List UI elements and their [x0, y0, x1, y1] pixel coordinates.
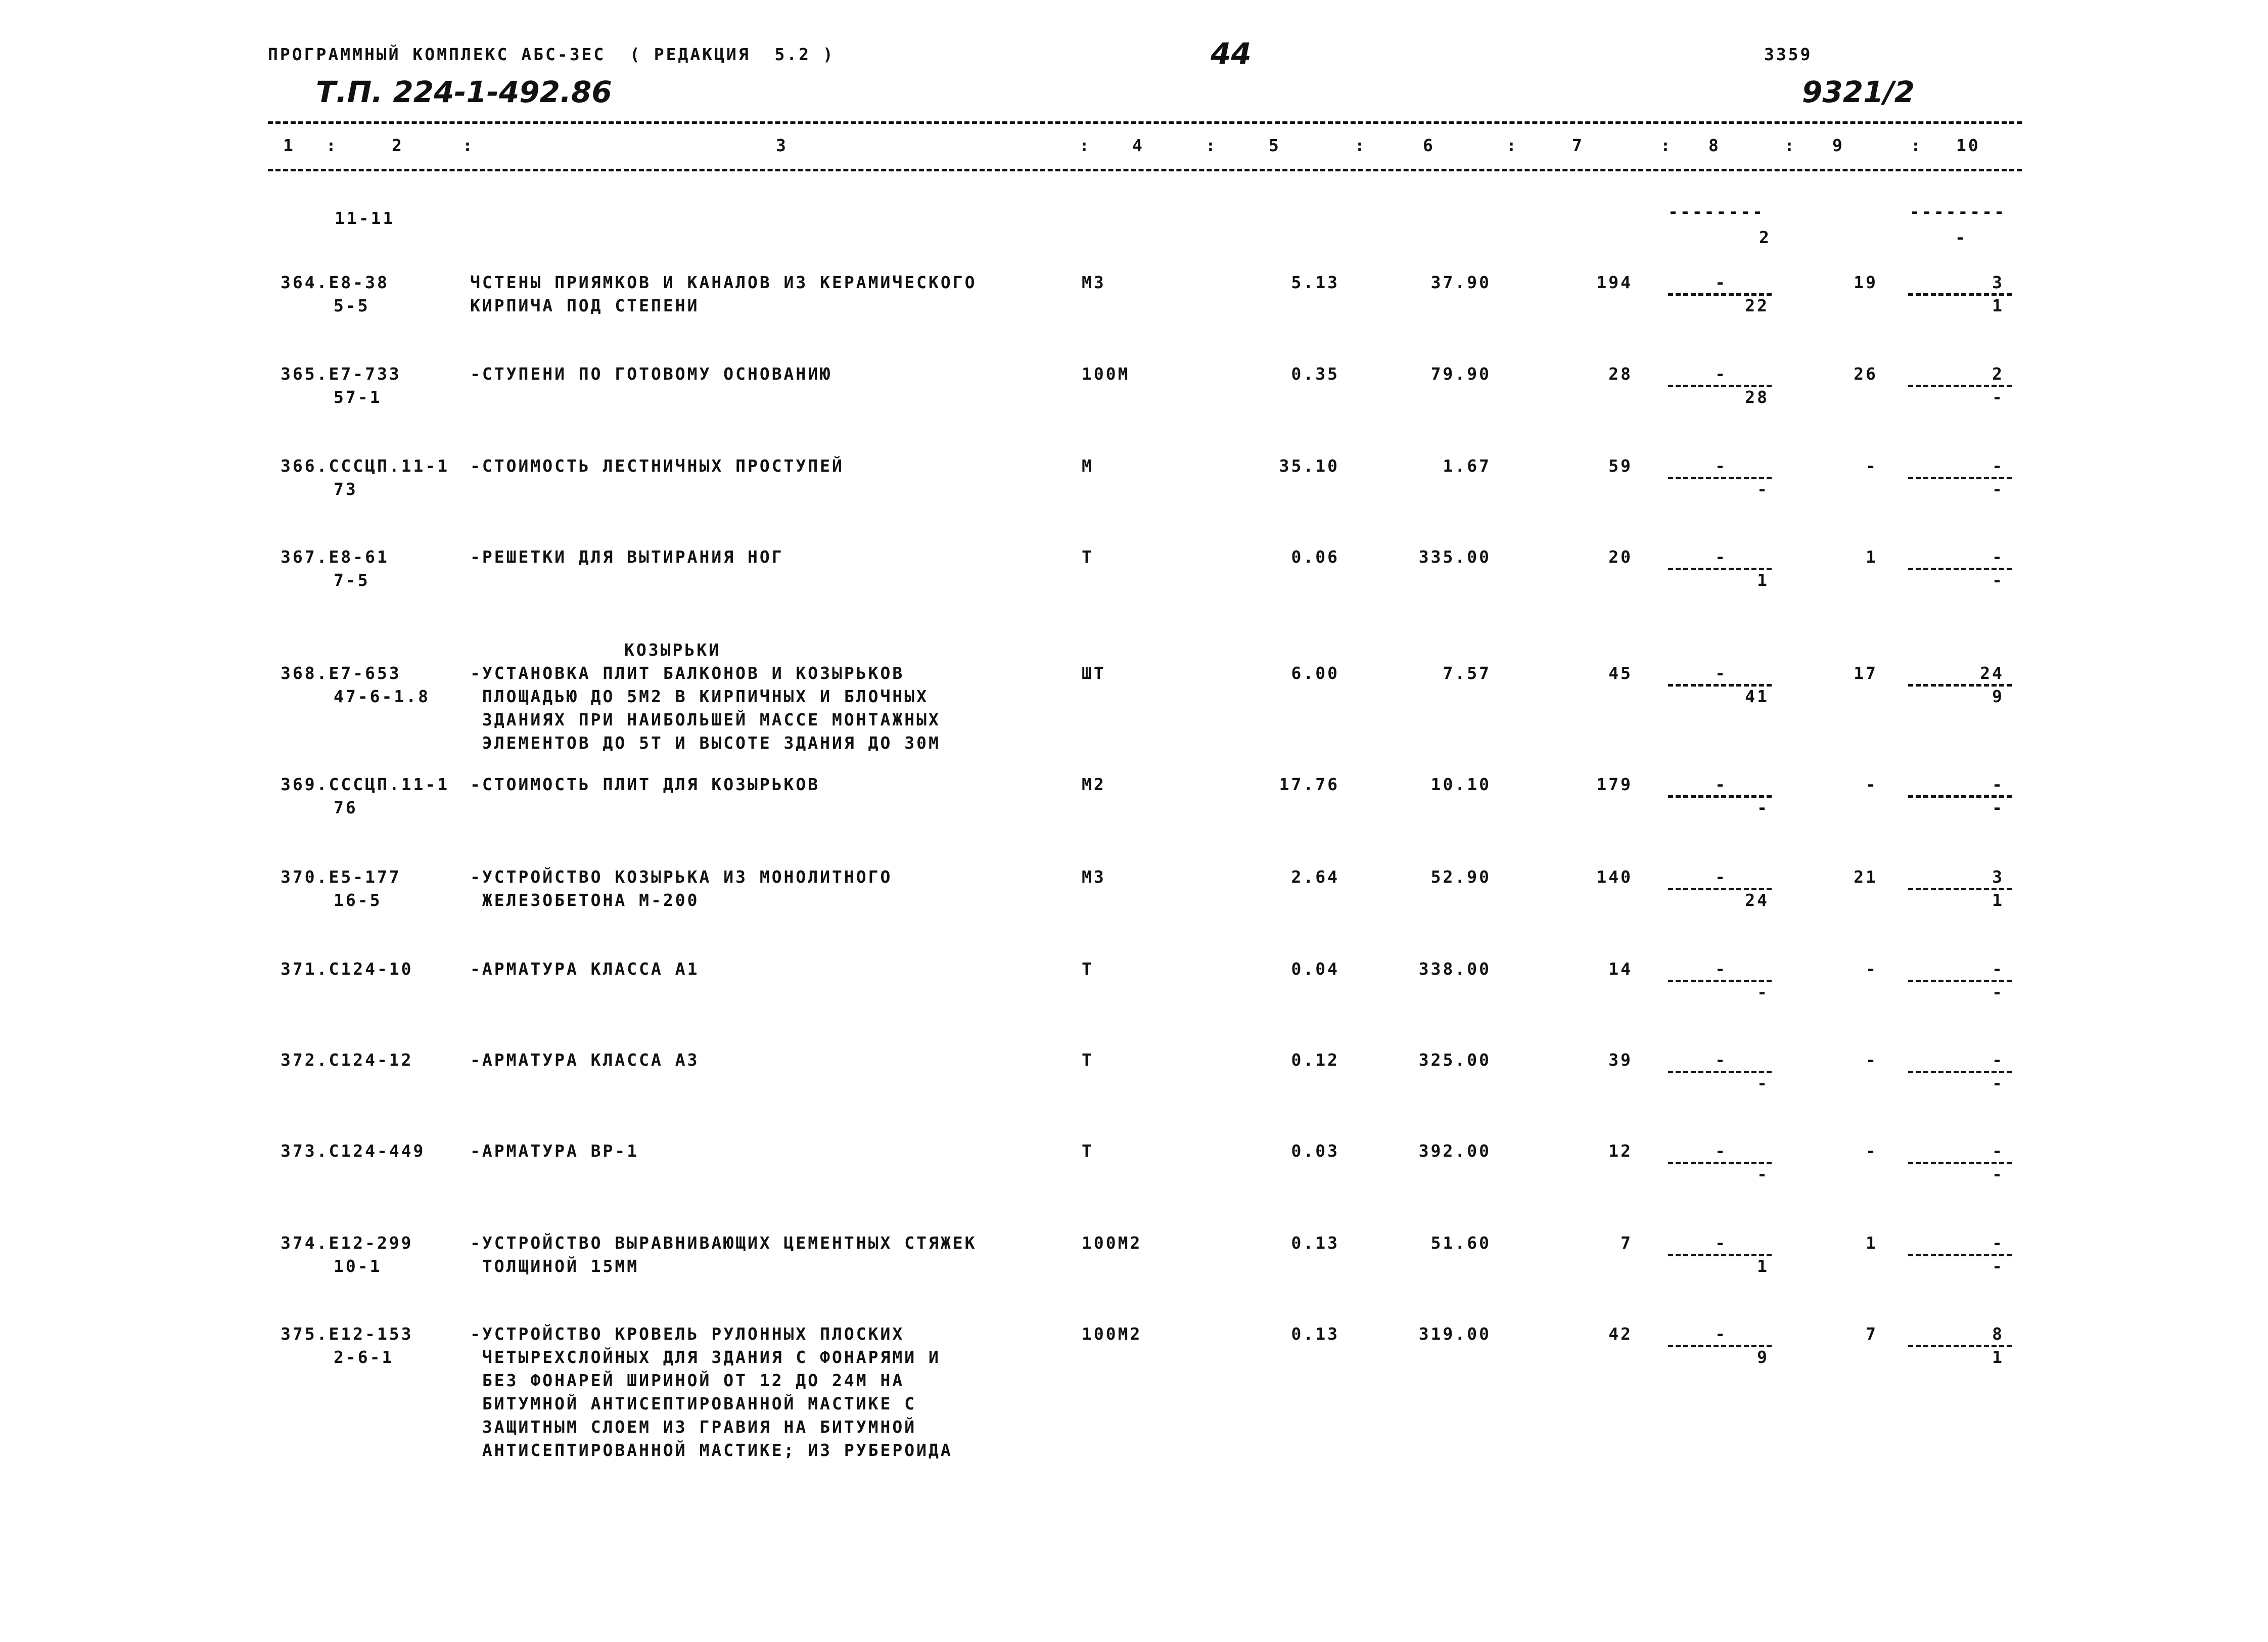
column-header: 4: [1132, 135, 1144, 155]
row-unit: 100М2: [1082, 1233, 1142, 1253]
row-description-line: ЧЕТЫРЕХСЛОЙНЫХ ДЛЯ ЗДАНИЯ С ФОНАРЯМИ И: [470, 1347, 941, 1367]
col8-bottom-value: -: [1757, 479, 1769, 499]
row-total: 194: [1596, 272, 1633, 292]
col10-bottom-value: 1: [1992, 1347, 2004, 1367]
col10-top-value: -: [1992, 959, 2004, 979]
col8-top-value: -: [1715, 867, 1727, 887]
row-number-code: 364.Е8-38: [281, 272, 389, 292]
col10-top-value: 24: [1980, 663, 2004, 683]
col8-top: --------: [1668, 202, 1765, 221]
row-total: 12: [1608, 1141, 1633, 1161]
row-price: 79.90: [1430, 364, 1491, 384]
col8-top-value: -: [1715, 547, 1727, 567]
row-description-line: КИРПИЧА ПОД СТЕПЕНИ: [470, 296, 700, 315]
row-code-secondary: 7-5: [334, 570, 370, 590]
row-code-secondary: 73: [334, 479, 358, 499]
row-unit: ШТ: [1082, 663, 1106, 683]
column-separator: :: [1911, 135, 1923, 155]
row-number-code: 365.Е7-733: [281, 364, 401, 384]
col10-bottom-value: -: [1992, 982, 2004, 1002]
row-code-secondary: 76: [334, 798, 358, 817]
row-price: 10.10: [1430, 774, 1491, 794]
row-unit: М3: [1082, 867, 1106, 887]
col8-top-value: -: [1715, 364, 1727, 384]
col8-bottom-value: 41: [1745, 687, 1769, 706]
row-total: 59: [1608, 456, 1633, 476]
col10-bottom-value: -: [1992, 1073, 2004, 1093]
column-separator: :: [326, 135, 338, 155]
row-total: 140: [1596, 867, 1633, 887]
row-quantity: 0.04: [1291, 959, 1339, 979]
row-unit: 100М2: [1082, 1324, 1142, 1344]
row-description-line: -АРМАТУРА ВР-1: [470, 1141, 639, 1161]
col8-bottom-value: -: [1757, 982, 1769, 1002]
col9-value: 1: [1866, 1233, 1878, 1253]
col9-value: 7: [1866, 1324, 1878, 1344]
row-price: 392.00: [1418, 1141, 1491, 1161]
column-separator: :: [1079, 135, 1091, 155]
col8-top-value: -: [1715, 1233, 1727, 1253]
row-code-secondary: 2-6-1: [334, 1347, 394, 1367]
row-unit: М2: [1082, 774, 1106, 794]
col8-bottom-value: -: [1757, 1073, 1769, 1093]
row-total: 28: [1608, 364, 1633, 384]
row-quantity: 6.00: [1291, 663, 1339, 683]
row-price: 1.67: [1443, 456, 1491, 476]
col10-top-value: -: [1992, 1233, 2004, 1253]
col8-bottom-value: 28: [1745, 387, 1769, 407]
col8-bottom-value: 9: [1757, 1347, 1769, 1367]
row-code-secondary: 16-5: [334, 890, 382, 910]
row-total: 14: [1608, 959, 1633, 979]
row-unit: Т: [1082, 959, 1094, 979]
row-code-secondary: 10-1: [334, 1256, 382, 1276]
col10-bottom-value: 1: [1992, 296, 2004, 315]
row-number-code: 369.СССЦП.11-1: [281, 774, 450, 794]
row-total: 7: [1621, 1233, 1633, 1253]
column-header: 5: [1269, 135, 1281, 155]
col8-bottom-value: 1: [1757, 570, 1769, 590]
col10-top-value: -: [1992, 1141, 2004, 1161]
col8-top-value: -: [1715, 663, 1727, 683]
col8-top-value: -: [1715, 456, 1727, 476]
col10-bottom-value: -: [1992, 570, 2004, 590]
col9-value: 26: [1854, 364, 1878, 384]
row-number-code: 372.С124-12: [281, 1050, 413, 1070]
sheet-code: 9321/2: [1802, 75, 1915, 109]
row-price: 7.57: [1443, 663, 1491, 683]
col8-top-value: -: [1715, 1324, 1727, 1344]
row-description-line: ЧСТЕНЫ ПРИЯМКОВ И КАНАЛОВ ИЗ КЕРАМИЧЕСКОГО: [470, 272, 977, 292]
row-number-code: 367.Е8-61: [281, 547, 389, 567]
header-rule: [268, 169, 2022, 171]
col9-value: 21: [1854, 867, 1878, 887]
row-price: 52.90: [1430, 867, 1491, 887]
col8-bottom-value: -: [1757, 798, 1769, 817]
col9-value: 17: [1854, 663, 1878, 683]
row-price: 335.00: [1418, 547, 1491, 567]
col8-top-value: -: [1715, 1141, 1727, 1161]
row-description-line: -УСТРОЙСТВО КРОВЕЛЬ РУЛОННЫХ ПЛОСКИХ: [470, 1324, 905, 1344]
row-description-line: ЖЕЛЕЗОБЕТОНА М-200: [470, 890, 700, 910]
row-description-line: -АРМАТУРА КЛАССА А1: [470, 959, 700, 979]
column-header: 10: [1956, 135, 1980, 155]
row-description-line: АНТИСЕПТИРОВАННОЙ МАСТИКЕ; ИЗ РУБЕРОИДА: [470, 1440, 953, 1460]
row-total: 45: [1608, 663, 1633, 683]
column-header: 2: [392, 135, 404, 155]
col10-top-value: -: [1992, 456, 2004, 476]
project-code: Т.П. 224-1-492.86: [316, 75, 612, 109]
row-quantity: 0.13: [1291, 1233, 1339, 1253]
row-quantity: 0.06: [1291, 547, 1339, 567]
row-description-line: -УСТАНОВКА ПЛИТ БАЛКОНОВ И КОЗЫРЬКОВ: [470, 663, 905, 683]
page-number: 3359: [1764, 44, 1813, 64]
row-number-code: 370.Е5-177: [281, 867, 401, 887]
col10-bottom-value: -: [1992, 1164, 2004, 1184]
program-title: ПРОГРАММНЫЙ КОМПЛЕКС АБС-ЗЕС ( РЕДАКЦИЯ 5.2 ): [268, 44, 835, 64]
col10-top-value: 2: [1992, 364, 2004, 384]
column-separator: :: [1206, 135, 1218, 155]
row-quantity: 0.03: [1291, 1141, 1339, 1161]
col8-top-value: -: [1715, 272, 1727, 292]
row-code-secondary: 5-5: [334, 296, 370, 315]
col8-top-value: -: [1715, 1050, 1727, 1070]
column-header: 9: [1832, 135, 1844, 155]
row-number-code: 373.С124-449: [281, 1141, 426, 1161]
section-code: 11-11: [335, 208, 395, 228]
top-rule: [268, 121, 2022, 124]
row-description-line: ТОЛЩИНОЙ 15ММ: [470, 1256, 639, 1276]
col9-value: -: [1866, 456, 1878, 476]
row-number-code: 371.С124-10: [281, 959, 413, 979]
row-quantity: 0.13: [1291, 1324, 1339, 1344]
row-unit: М: [1082, 456, 1094, 476]
row-quantity: 5.13: [1291, 272, 1339, 292]
row-description-line: ЗАЩИТНЫМ СЛОЕМ ИЗ ГРАВИЯ НА БИТУМНОЙ: [470, 1417, 917, 1437]
col8-bottom-value: 22: [1745, 296, 1769, 315]
col8-top-value: -: [1715, 774, 1727, 794]
row-description-line: БИТУМНОЙ АНТИСЕПТИРОВАННОЙ МАСТИКЕ С: [470, 1394, 917, 1413]
col10-bottom-value: 1: [1992, 890, 2004, 910]
row-price: 325.00: [1418, 1050, 1491, 1070]
row-number-code: 375.Е12-153: [281, 1324, 413, 1344]
row-description-line: -УСТРОЙСТВО КОЗЫРЬКА ИЗ МОНОЛИТНОГО: [470, 867, 893, 887]
col8-top-value: -: [1715, 959, 1727, 979]
row-price: 37.90: [1430, 272, 1491, 292]
row-description-line: БЕЗ ФОНАРЕЙ ШИРИНОЙ ОТ 12 ДО 24М НА: [470, 1371, 905, 1390]
row-unit: Т: [1082, 1050, 1094, 1070]
row-number-code: 366.СССЦП.11-1: [281, 456, 450, 476]
col9-value: -: [1866, 959, 1878, 979]
column-header: 8: [1708, 135, 1721, 155]
row-quantity: 2.64: [1291, 867, 1339, 887]
col10-top-value: 8: [1992, 1324, 2004, 1344]
col8-bottom-value: 1: [1757, 1256, 1769, 1276]
col9-value: -: [1866, 774, 1878, 794]
column-separator: :: [1355, 135, 1367, 155]
column-header: 3: [776, 135, 788, 155]
col10-top-value: -: [1992, 1050, 2004, 1070]
row-quantity: 17.76: [1279, 774, 1339, 794]
row-quantity: 0.12: [1291, 1050, 1339, 1070]
row-description-line: ПЛОЩАДЬЮ ДО 5М2 В КИРПИЧНЫХ И БЛОЧНЫХ: [470, 687, 929, 706]
col10-top-value: 3: [1992, 272, 2004, 292]
col9-value: 1: [1866, 547, 1878, 567]
row-unit: 100М: [1082, 364, 1130, 384]
col10-bottom-value: 9: [1992, 687, 2004, 706]
col10-bottom-value: -: [1992, 479, 2004, 499]
col9-value: -: [1866, 1050, 1878, 1070]
row-description-line: -РЕШЕТКИ ДЛЯ ВЫТИРАНИЯ НОГ: [470, 547, 784, 567]
row-price: 338.00: [1418, 959, 1491, 979]
row-quantity: 0.35: [1291, 364, 1339, 384]
handwritten-page-number: 44: [1211, 36, 1252, 71]
row-total: 179: [1596, 774, 1633, 794]
row-total: 20: [1608, 547, 1633, 567]
col9-value: 19: [1854, 272, 1878, 292]
col10-top: --------: [1910, 202, 2006, 221]
row-unit: Т: [1082, 1141, 1094, 1161]
row-description-line: -СТОИМОСТЬ ЛЕСТНИЧНЫХ ПРОСТУПЕЙ: [470, 456, 844, 476]
col10-bottom-value: -: [1992, 387, 2004, 407]
col8-bottom: 2: [1759, 227, 1771, 247]
column-header: 6: [1423, 135, 1435, 155]
row-unit: Т: [1082, 547, 1094, 567]
column-header: 1: [283, 135, 295, 155]
row-description-line: ЗДАНИЯХ ПРИ НАИБОЛЬШЕЙ МАССЕ МОНТАЖНЫХ: [470, 710, 941, 729]
column-separator: :: [462, 135, 475, 155]
row-description-line: -УСТРОЙСТВО ВЫРАВНИВАЮЩИХ ЦЕМЕНТНЫХ СТЯЖЕК: [470, 1233, 977, 1253]
row-description-line: -АРМАТУРА КЛАССА А3: [470, 1050, 700, 1070]
row-total: 42: [1608, 1324, 1633, 1344]
col10-bottom-value: -: [1992, 1256, 2004, 1276]
row-description-line: ЭЛЕМЕНТОВ ДО 5Т И ВЫСОТЕ ЗДАНИЯ ДО 30М: [470, 733, 941, 753]
row-code-secondary: 57-1: [334, 387, 382, 407]
column-separator: :: [1506, 135, 1518, 155]
row-description-line: -СТОИМОСТЬ ПЛИТ ДЛЯ КОЗЫРЬКОВ: [470, 774, 820, 794]
row-number-code: 374.Е12-299: [281, 1233, 413, 1253]
row-quantity: 35.10: [1279, 456, 1339, 476]
col10-top-value: 3: [1992, 867, 2004, 887]
row-description-line: -СТУПЕНИ ПО ГОТОВОМУ ОСНОВАНИЮ: [470, 364, 832, 384]
column-separator: :: [1784, 135, 1796, 155]
row-total: 39: [1608, 1050, 1633, 1070]
column-separator: :: [1660, 135, 1673, 155]
row-number-code: 368.Е7-653: [281, 663, 401, 683]
col10-top-value: -: [1992, 774, 2004, 794]
col10-bottom: -: [1955, 227, 1967, 247]
col8-bottom-value: -: [1757, 1164, 1769, 1184]
column-header: 7: [1572, 135, 1584, 155]
row-price: 51.60: [1430, 1233, 1491, 1253]
col10-top-value: -: [1992, 547, 2004, 567]
col10-bottom-value: -: [1992, 798, 2004, 817]
row-unit: М3: [1082, 272, 1106, 292]
row-price: 319.00: [1418, 1324, 1491, 1344]
row-code-secondary: 47-6-1.8: [334, 687, 430, 706]
col8-bottom-value: 24: [1745, 890, 1769, 910]
col9-value: -: [1866, 1141, 1878, 1161]
row-heading: КОЗЫРЬКИ: [624, 640, 721, 660]
